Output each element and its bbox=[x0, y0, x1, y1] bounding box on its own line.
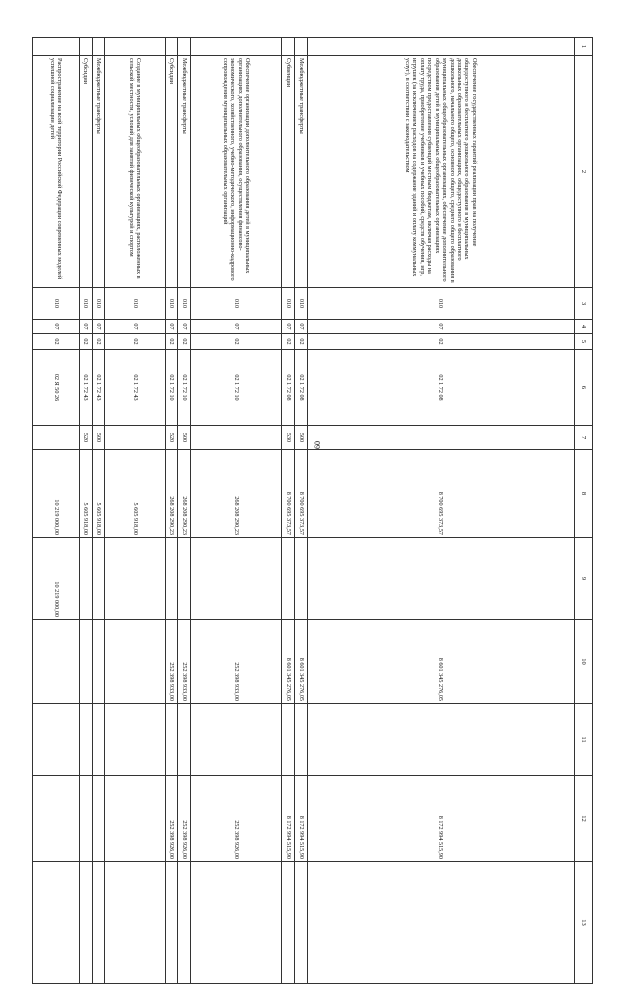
row-c3: 010 bbox=[79, 288, 92, 320]
row-c13 bbox=[178, 862, 191, 984]
row-c4: 07 bbox=[105, 320, 165, 334]
row-c6: 02 1 72 10 bbox=[191, 350, 282, 426]
row-name: Обеспечение организации дополнительного образования детей в муниципальных организациях дополнительного образования, осуществления финансово-экономического, хозяйственного, учебно-методического, информационно-кадрового сопровождения муниципальных образовательных организаций bbox=[191, 56, 282, 288]
row-c1 bbox=[92, 38, 105, 56]
row-c11 bbox=[295, 704, 308, 776]
row-c4: 07 bbox=[165, 320, 178, 334]
row-c6: 02 1 72 08 bbox=[307, 350, 574, 426]
row-c12 bbox=[105, 776, 165, 862]
col-number: 4 bbox=[574, 320, 592, 334]
row-c12: 8 172 994 515,90 bbox=[295, 776, 308, 862]
col-number: 10 bbox=[574, 620, 592, 704]
row-c13 bbox=[307, 862, 574, 984]
row-c13 bbox=[33, 862, 80, 984]
row-c3: 010 bbox=[92, 288, 105, 320]
col-number: 13 bbox=[574, 862, 592, 984]
row-c10: 8 601 345 276,05 bbox=[295, 620, 308, 704]
row-c13 bbox=[191, 862, 282, 984]
row-c11 bbox=[33, 704, 80, 776]
row-c6: 02 1 72 10 bbox=[178, 350, 191, 426]
row-c7: 520 bbox=[165, 426, 178, 450]
col-number: 8 bbox=[574, 450, 592, 538]
row-c11 bbox=[165, 704, 178, 776]
row-name: Субсидии bbox=[165, 56, 178, 288]
row-c1 bbox=[79, 38, 92, 56]
row-c6: 02 1 72 08 bbox=[295, 350, 308, 426]
row-c9 bbox=[178, 538, 191, 620]
row-c9 bbox=[307, 538, 574, 620]
table-row bbox=[191, 38, 282, 984]
row-c8: 268 208 290,23 bbox=[165, 450, 178, 538]
col-number: 6 bbox=[574, 350, 592, 426]
row-c3: 010 bbox=[33, 288, 80, 320]
row-name: Обеспечение государственных гарантий реализации прав на получение общедоступного и бесплатного дошкольного образования в муниципальных дошкольных образовательных организациях, общедоступного и бесплатного дошкольного, начального общего, основного общего, среднего общего образования в муниципальных общеобразовательных организациях, обеспечение дополнительного образования детей в муниципальных общеобразовательных организациях посредством предоставления субвенций местным бюджетам, включая расходы на оплату труда, приобретение учебников и учебных пособий, средств обучения, игр, игрушек (за исключением расходов на содержание зданий и оплату коммунальных услуг), в соответствии с законодательством bbox=[307, 56, 574, 288]
row-c6: 02 1 72 10 bbox=[165, 350, 178, 426]
row-c12 bbox=[79, 776, 92, 862]
row-c8: 8 700 695 373,57 bbox=[282, 450, 295, 538]
row-name: Межбюджетные трансферты bbox=[295, 56, 308, 288]
row-c4: 07 bbox=[191, 320, 282, 334]
row-c1 bbox=[191, 38, 282, 56]
col-number: 7 bbox=[574, 426, 592, 450]
page-number: 60 bbox=[313, 441, 322, 449]
row-c3: 010 bbox=[105, 288, 165, 320]
row-c8: 268 208 290,23 bbox=[178, 450, 191, 538]
table-row bbox=[33, 38, 80, 984]
row-c7 bbox=[191, 426, 282, 450]
row-c11 bbox=[191, 704, 282, 776]
row-c11 bbox=[178, 704, 191, 776]
row-c10: 252 398 933,00 bbox=[178, 620, 191, 704]
row-name: Субвенции bbox=[282, 56, 295, 288]
row-c10 bbox=[92, 620, 105, 704]
row-c7 bbox=[307, 426, 574, 450]
table-row bbox=[178, 38, 191, 984]
row-c13 bbox=[165, 862, 178, 984]
row-c4: 07 bbox=[92, 320, 105, 334]
row-c4: 07 bbox=[33, 320, 80, 334]
row-c11 bbox=[282, 704, 295, 776]
row-c10 bbox=[105, 620, 165, 704]
row-name: Создание в муниципальных общеобразовательных организациях, расположенных в сельской местности, условий для занятий физической культурой и спортом bbox=[105, 56, 165, 288]
row-c8: 8 700 695 373,57 bbox=[295, 450, 308, 538]
row-c8: 8 700 695 373,57 bbox=[307, 450, 574, 538]
col-number: 5 bbox=[574, 334, 592, 350]
row-c4: 07 bbox=[282, 320, 295, 334]
row-c1 bbox=[307, 38, 574, 56]
row-c12: 8 172 994 515,90 bbox=[282, 776, 295, 862]
budget-table bbox=[32, 37, 593, 984]
row-c3: 010 bbox=[165, 288, 178, 320]
row-c9 bbox=[92, 538, 105, 620]
col-number: 12 bbox=[574, 776, 592, 862]
table-row bbox=[105, 38, 165, 984]
row-c5: 02 bbox=[33, 334, 80, 350]
row-c7: 500 bbox=[295, 426, 308, 450]
row-c3: 010 bbox=[282, 288, 295, 320]
row-c3: 010 bbox=[295, 288, 308, 320]
row-c7: 530 bbox=[282, 426, 295, 450]
row-c5: 02 bbox=[307, 334, 574, 350]
row-c13 bbox=[282, 862, 295, 984]
row-c1 bbox=[178, 38, 191, 56]
row-c5: 02 bbox=[105, 334, 165, 350]
row-c7 bbox=[105, 426, 165, 450]
row-c5: 02 bbox=[79, 334, 92, 350]
table-row bbox=[92, 38, 105, 984]
row-c8: 268 208 290,23 bbox=[191, 450, 282, 538]
row-c5: 02 bbox=[178, 334, 191, 350]
row-c5: 02 bbox=[92, 334, 105, 350]
row-c6: 02 Я 50 26 bbox=[33, 350, 80, 426]
col-number: 2 bbox=[574, 56, 592, 288]
row-c11 bbox=[79, 704, 92, 776]
row-c8: 5 605 918,00 bbox=[79, 450, 92, 538]
row-c8: 10 219 000,00 bbox=[33, 450, 80, 538]
table-row bbox=[79, 38, 92, 984]
row-c13 bbox=[295, 862, 308, 984]
row-c6: 02 1 72 08 bbox=[282, 350, 295, 426]
row-c7: 500 bbox=[92, 426, 105, 450]
row-c9 bbox=[191, 538, 282, 620]
row-c13 bbox=[92, 862, 105, 984]
row-c7: 520 bbox=[79, 426, 92, 450]
column-number-row bbox=[574, 38, 592, 984]
row-c9 bbox=[79, 538, 92, 620]
row-name: Распространение на всей территории Российской Федерации современных моделей успешной социализации детей bbox=[33, 56, 80, 288]
row-c4: 07 bbox=[79, 320, 92, 334]
row-c1 bbox=[165, 38, 178, 56]
row-c1 bbox=[295, 38, 308, 56]
row-c10: 8 601 345 276,05 bbox=[307, 620, 574, 704]
row-c1 bbox=[105, 38, 165, 56]
row-c10 bbox=[79, 620, 92, 704]
table-row bbox=[307, 38, 574, 984]
row-c9 bbox=[165, 538, 178, 620]
row-c6: 02 1 72 43 bbox=[92, 350, 105, 426]
row-c4: 07 bbox=[178, 320, 191, 334]
row-c3: 010 bbox=[307, 288, 574, 320]
table-row bbox=[282, 38, 295, 984]
row-c12 bbox=[33, 776, 80, 862]
row-c8: 5 605 918,00 bbox=[105, 450, 165, 538]
row-c12: 252 398 926,00 bbox=[178, 776, 191, 862]
row-c1 bbox=[33, 38, 80, 56]
table-body bbox=[33, 38, 575, 984]
col-number: 3 bbox=[574, 288, 592, 320]
row-c7 bbox=[33, 426, 80, 450]
col-number: 11 bbox=[574, 704, 592, 776]
row-c7: 500 bbox=[178, 426, 191, 450]
row-c4: 07 bbox=[295, 320, 308, 334]
row-c5: 02 bbox=[282, 334, 295, 350]
row-c6: 02 1 72 43 bbox=[79, 350, 92, 426]
col-number: 9 bbox=[574, 538, 592, 620]
row-c11 bbox=[307, 704, 574, 776]
row-c3: 010 bbox=[191, 288, 282, 320]
row-c11 bbox=[105, 704, 165, 776]
row-c12: 8 172 994 515,90 bbox=[307, 776, 574, 862]
row-c10 bbox=[33, 620, 80, 704]
table-row bbox=[165, 38, 178, 984]
row-c5: 02 bbox=[191, 334, 282, 350]
row-c9: 10 219 000,00 bbox=[33, 538, 80, 620]
row-c13 bbox=[79, 862, 92, 984]
row-c10: 252 398 933,00 bbox=[191, 620, 282, 704]
row-c10: 8 601 345 276,05 bbox=[282, 620, 295, 704]
row-name: Межбюджетные трансферты bbox=[178, 56, 191, 288]
row-c3: 010 bbox=[178, 288, 191, 320]
row-c10: 252 398 933,00 bbox=[165, 620, 178, 704]
row-c13 bbox=[105, 862, 165, 984]
row-c9 bbox=[295, 538, 308, 620]
col-number: 1 bbox=[574, 38, 592, 56]
row-c12 bbox=[92, 776, 105, 862]
row-c5: 02 bbox=[165, 334, 178, 350]
row-c11 bbox=[92, 704, 105, 776]
row-c9 bbox=[282, 538, 295, 620]
row-name: Субсидии bbox=[79, 56, 92, 288]
row-c8: 5 605 918,00 bbox=[92, 450, 105, 538]
rotated-table-wrapper bbox=[32, 37, 593, 926]
table-row bbox=[295, 38, 308, 984]
row-c9 bbox=[105, 538, 165, 620]
row-c12: 252 398 926,00 bbox=[191, 776, 282, 862]
row-name: Межбюджетные трансферты bbox=[92, 56, 105, 288]
row-c12: 252 398 926,00 bbox=[165, 776, 178, 862]
row-c4: 07 bbox=[307, 320, 574, 334]
row-c6: 02 1 72 43 bbox=[105, 350, 165, 426]
row-c1 bbox=[282, 38, 295, 56]
row-c5: 02 bbox=[295, 334, 308, 350]
